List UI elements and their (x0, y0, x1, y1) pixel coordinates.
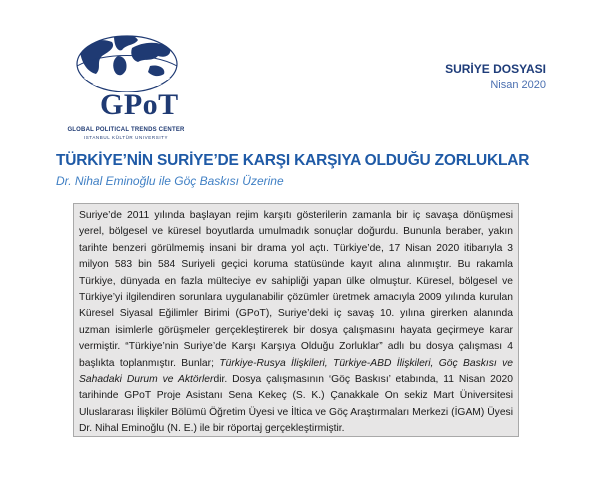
logo-university: ISTANBUL KÜLTÜR UNIVERSITY (83, 135, 169, 140)
document-title: TÜRKİYE’NİN SURİYE’DE KARŞI KARŞIYA OLDUĞU ZORLUKLAR (56, 152, 530, 169)
summary-text-part1: Suriye’de 2011 yılında başlayan rejim karşıtı gösterilerin zamanla bir iç savaşa dönüşmesi yerel, bölgesel ve küresel boyutlarda umulmadık sonuçlar doğurdu. Bununla beraber, yakın tarihte benzeri görülmemiş insani bir drama yol açtı. Türkiye’de, 17 Nisan 2020 itibarıyla 3 milyon 583 bin 584 Suriyeli geçici koruma statüsünde kayıt alına alınmıştır. Bu rakamla Türkiye, dünyada en fazla mülteciye ev sahipliği yapan ülke olmuştur. Küresel, bölgesel ve Türkiye’yi ilgilendiren sorunlara uygulanabilir çözümler üretmek amacıyla 2009 yılında kurulan Küresel Siyasal Eğilimler Birimi (GPoT), Suriye’deki iç savaş 10. yılına girerken alanında uzman isimlerle görüşmeler gerçekleştirerek bir dosya çalışmasını hayata geçirmeye karar vermiştir. “Türkiye’nin Suriye’de Karşı Karşıya Olduğu Zorluklar” adlı bu dosya çalışması 4 başlıkta toplanmıştır. Bunlar; (79, 210, 513, 369)
globe-icon (72, 22, 182, 92)
summary-topics: Türkiye-Rusya İlişkileri, Türkiye-ABD İlişkileri, Göç Baskısı ve Sahadaki Durum ve Aktörler (79, 357, 514, 386)
gpot-logo (62, 22, 192, 142)
dossier-header (445, 62, 546, 91)
logo-brand: GPoT (100, 88, 179, 121)
logo-center-name: GLOBAL POLITICAL TRENDS CENTER (67, 127, 185, 133)
dossier-date: Nisan 2020 (490, 79, 546, 91)
summary-box (73, 203, 519, 437)
document-subtitle: Dr. Nihal Eminoğlu ile Göç Baskısı Üzerine (56, 174, 284, 188)
dossier-name: SURİYE DOSYASI (445, 62, 546, 76)
summary-text-part2: dir. Dosya çalışmasının ‘Göç Baskısı’ etabında, 11 Nisan 2020 tarihinde GPoT Proje Asistanı Sena Kekeç (S. K.) Çanakkale On sekiz Mart Üniversitesi Uluslararası İlişkiler Bölümü Öğretim Üyesi ve İltica ve Göç Araştırmaları Merkezi (İGAM) Üyesi Dr. Nihal Eminoğlu (N. E.) ile bir röportaj gerçekleştirmiştir. (79, 374, 513, 435)
